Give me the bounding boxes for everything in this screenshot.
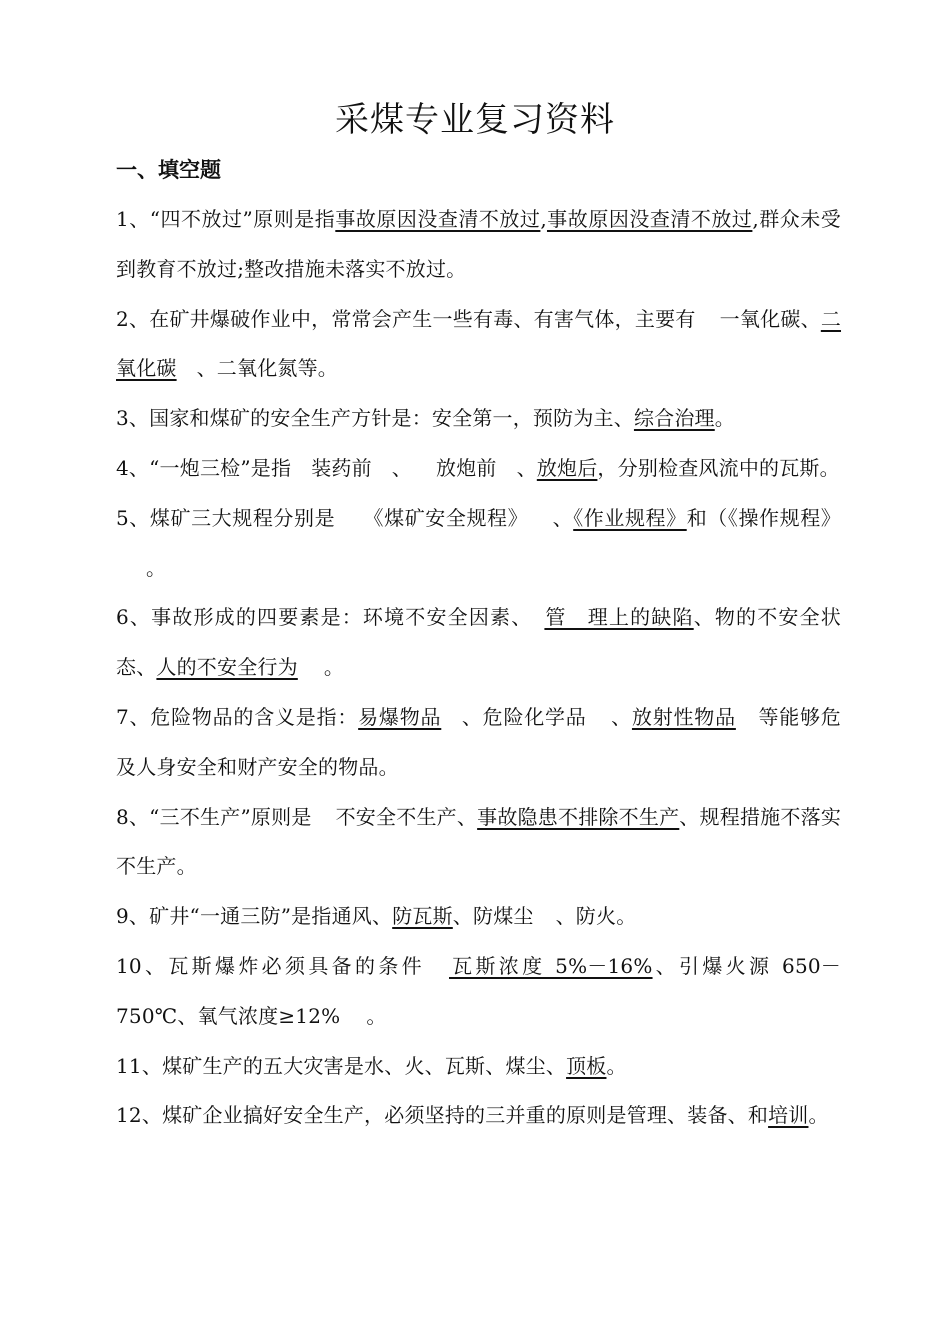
question-number: 7、 xyxy=(116,704,151,729)
answer-blank: 易爆物品 xyxy=(358,704,442,729)
answer-blank: 二氧化碳 xyxy=(116,306,842,381)
question-text: ,群众未受到教育不放过;整改措施未落实不放过。 xyxy=(116,207,842,281)
question-text: 等能够危及人身安全和财产安全的物品。 xyxy=(116,704,842,779)
question-text: 、 xyxy=(610,704,632,729)
section-heading: 一、填空题 xyxy=(116,158,221,182)
question-text: 危险物品的含义是指： xyxy=(150,704,359,729)
question-text: 。 xyxy=(714,406,735,431)
question-text: ，分别检查风流中的瓦斯。 xyxy=(597,455,840,480)
question-text: 、 xyxy=(456,804,478,829)
answer-blank: 放射性物品 xyxy=(631,704,736,729)
question-1 xyxy=(116,195,841,295)
question-text: 、防火。 xyxy=(555,904,637,929)
question-text: 和（ xyxy=(686,505,728,530)
answer-blank: 管 理上的缺陷 xyxy=(544,605,694,630)
answer-blank: 危险化学品 xyxy=(482,704,587,729)
question-2 xyxy=(116,295,841,395)
question-text: 、 xyxy=(461,704,483,729)
question-text: “四不放过”原则是指 xyxy=(149,207,336,231)
answer-blank: 顶板 xyxy=(566,1053,607,1078)
question-text: 、 xyxy=(452,904,473,929)
question-text: 瓦斯爆炸必须具备的条件 xyxy=(168,953,425,978)
question-text: 、二氧化氮等。 xyxy=(196,356,339,381)
question-number: 11、 xyxy=(116,1053,163,1078)
question-list xyxy=(116,195,841,1141)
question-text: 矿井“一通三防”是指通风、 xyxy=(149,904,393,929)
question-8 xyxy=(116,793,841,893)
question-text: 煤矿企业搞好安全生产，必须坚持的三并重的原则是管理、装备、和 xyxy=(162,1103,769,1128)
question-number: 10、 xyxy=(116,953,169,978)
answer-blank: 放炮前 xyxy=(436,455,497,480)
question-text: “三不生产”原则是 xyxy=(149,804,312,829)
answer-blank: 瓦斯浓度 5%－16% xyxy=(449,953,653,978)
question-text: 。 xyxy=(606,1053,627,1078)
question-text: 、 xyxy=(800,306,821,331)
answer-blank: 事故原因没查清不放过 xyxy=(335,207,541,231)
answer-blank: 综合治理 xyxy=(633,406,715,431)
question-text: 、 xyxy=(391,455,412,480)
question-7 xyxy=(116,693,841,793)
answer-blank: 防煤尘 xyxy=(473,904,534,929)
question-12 xyxy=(116,1091,841,1141)
question-number: 2、 xyxy=(116,306,150,331)
question-text: 。 xyxy=(323,655,345,680)
question-11 xyxy=(116,1042,841,1092)
answer-blank: 《煤矿安全规程》 xyxy=(363,505,529,530)
question-4 xyxy=(116,444,841,494)
question-5 xyxy=(116,494,841,594)
question-number: 9、 xyxy=(116,904,150,929)
question-text: 煤矿生产的五大灾害是水、火、瓦斯、煤尘、 xyxy=(162,1053,567,1078)
question-number: 1、 xyxy=(116,207,150,231)
answer-blank: 放炮后 xyxy=(536,455,598,480)
question-text: 。 xyxy=(366,1003,387,1028)
answer-blank: 防瓦斯 xyxy=(392,904,453,929)
answer-blank: 《操作规程》 xyxy=(727,505,842,530)
question-number: 5、 xyxy=(116,505,150,530)
question-number: 3、 xyxy=(116,406,150,431)
question-text: 在矿井爆破作业中，常常会产生一些有毒、有害气体，主要有 xyxy=(149,306,696,331)
question-text: 、物的不安全状态、 xyxy=(116,605,841,680)
question-text: 煤矿三大规程分别是 xyxy=(149,505,336,530)
question-text: “一炮三检”是指 xyxy=(149,455,292,480)
question-text: , xyxy=(540,207,547,231)
answer-blank: 一氧化碳 xyxy=(719,306,801,331)
answer-blank: 《作业规程》 xyxy=(573,505,687,530)
question-text: 。 xyxy=(146,555,167,580)
question-9 xyxy=(116,892,841,942)
question-text: 国家和煤矿的安全生产方针是：安全第一，预防为主、 xyxy=(149,406,634,431)
answer-blank: 人的不安全行为 xyxy=(156,655,298,680)
question-text: 、规程措施不落实不生产。 xyxy=(116,804,842,879)
question-6 xyxy=(116,593,841,693)
answer-blank: 装药前 xyxy=(311,455,372,480)
answer-blank: 不安全不生产 xyxy=(335,804,457,829)
question-number: 8、 xyxy=(116,804,150,829)
question-number: 12、 xyxy=(116,1103,163,1128)
question-text: 、引爆火源 650－750℃、氧气浓度≥12% xyxy=(116,953,842,1028)
question-number: 4、 xyxy=(116,455,150,480)
answer-blank: 事故隐患不排除不生产 xyxy=(477,804,680,829)
question-text: 、 xyxy=(552,505,574,530)
page-title: 采煤专业复习资料 xyxy=(335,100,615,140)
question-text: 。 xyxy=(808,1103,829,1128)
question-text: 事故形成的四要素是：环境不安全因素、 xyxy=(151,605,533,630)
answer-blank: 培训 xyxy=(768,1103,809,1128)
answer-blank: 事故原因没查清不放过 xyxy=(546,207,753,231)
question-number: 6、 xyxy=(116,605,152,630)
question-text: 、 xyxy=(516,455,537,480)
question-3 xyxy=(116,394,841,444)
question-10 xyxy=(116,942,841,1042)
